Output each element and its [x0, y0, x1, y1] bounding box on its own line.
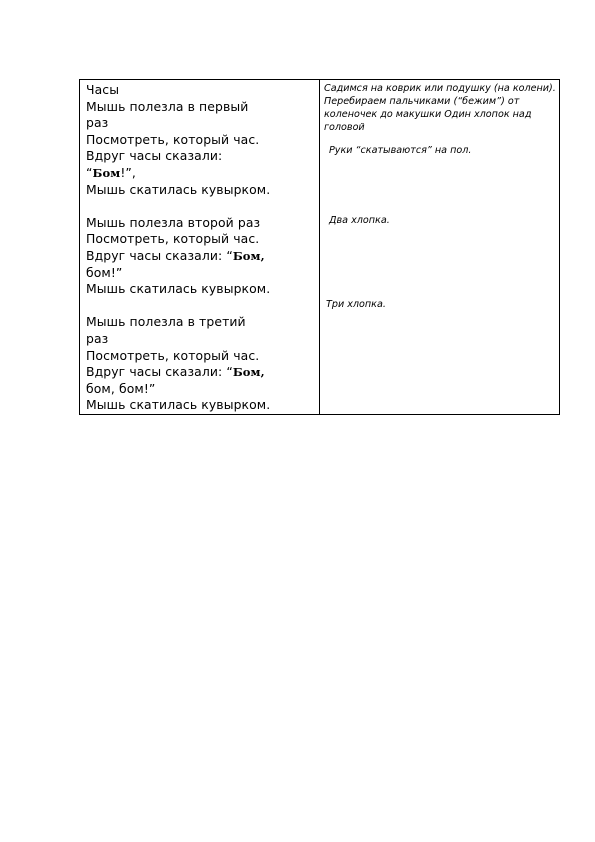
stanza1-line2: Посмотреть, который час. — [86, 131, 260, 147]
stanza3-line3-text: Вдруг часы сказали: “ — [86, 364, 233, 380]
stanza-gap — [86, 298, 315, 315]
verse-cell — [80, 80, 320, 415]
stanza3-bom: Бом, — [232, 365, 265, 380]
stanza1-line5: Мышь скатилась кувырком. — [86, 181, 271, 197]
stanza3-line5: Мышь скатилась кувырком. — [86, 397, 271, 413]
stanza3-line2: Посмотреть, который час. — [86, 347, 260, 363]
notes-text — [320, 80, 559, 311]
stanza1-line1a: Мышь полезла в первый — [86, 98, 249, 114]
note-hands-roll: Руки “скатываются” на пол. — [329, 145, 472, 156]
note-instructions: Садимся на коврик или подушку (на колени). Перебираем пальчиками (“бежим”) от коленочек до макушки Один хлопок над головой — [324, 83, 556, 133]
stanza-gap — [86, 198, 315, 215]
stanza1-bom: Бом — [92, 165, 121, 180]
stanza2-line4: бом!” — [86, 264, 123, 280]
note-two-claps: Два хлопка. — [329, 215, 390, 226]
verse-text — [80, 80, 319, 414]
stanza3-line1b: раз — [86, 330, 109, 346]
stanza3-line4: бом, бом!” — [86, 380, 156, 396]
stanza2-line3 — [86, 248, 315, 265]
stanza1-quote-open: “ — [86, 164, 93, 180]
verse-title: Часы — [86, 82, 120, 97]
stanza1-quote-close: !”, — [120, 164, 136, 180]
stanza1-line3: Вдруг часы сказали: — [86, 148, 223, 164]
stanza3-line1a: Мышь полезла в третий — [86, 314, 246, 330]
notes-cell — [320, 80, 560, 415]
stanza2-line3-text: Вдруг часы сказали: “ — [86, 247, 233, 263]
stanza3-line3 — [86, 364, 315, 381]
stanza1-line4 — [86, 165, 315, 182]
stanza2-line2: Посмотреть, который час. — [86, 231, 260, 247]
stanza2-line1: Мышь полезла второй раз — [86, 214, 261, 230]
stanza1-line1b: раз — [86, 115, 109, 131]
table-row — [80, 80, 560, 415]
rhyme-table — [79, 79, 560, 415]
stanza2-line5: Мышь скатилась кувырком. — [86, 281, 271, 297]
note-three-claps: Три хлопка. — [326, 299, 386, 310]
stanza2-bom: Бом, — [232, 248, 265, 263]
